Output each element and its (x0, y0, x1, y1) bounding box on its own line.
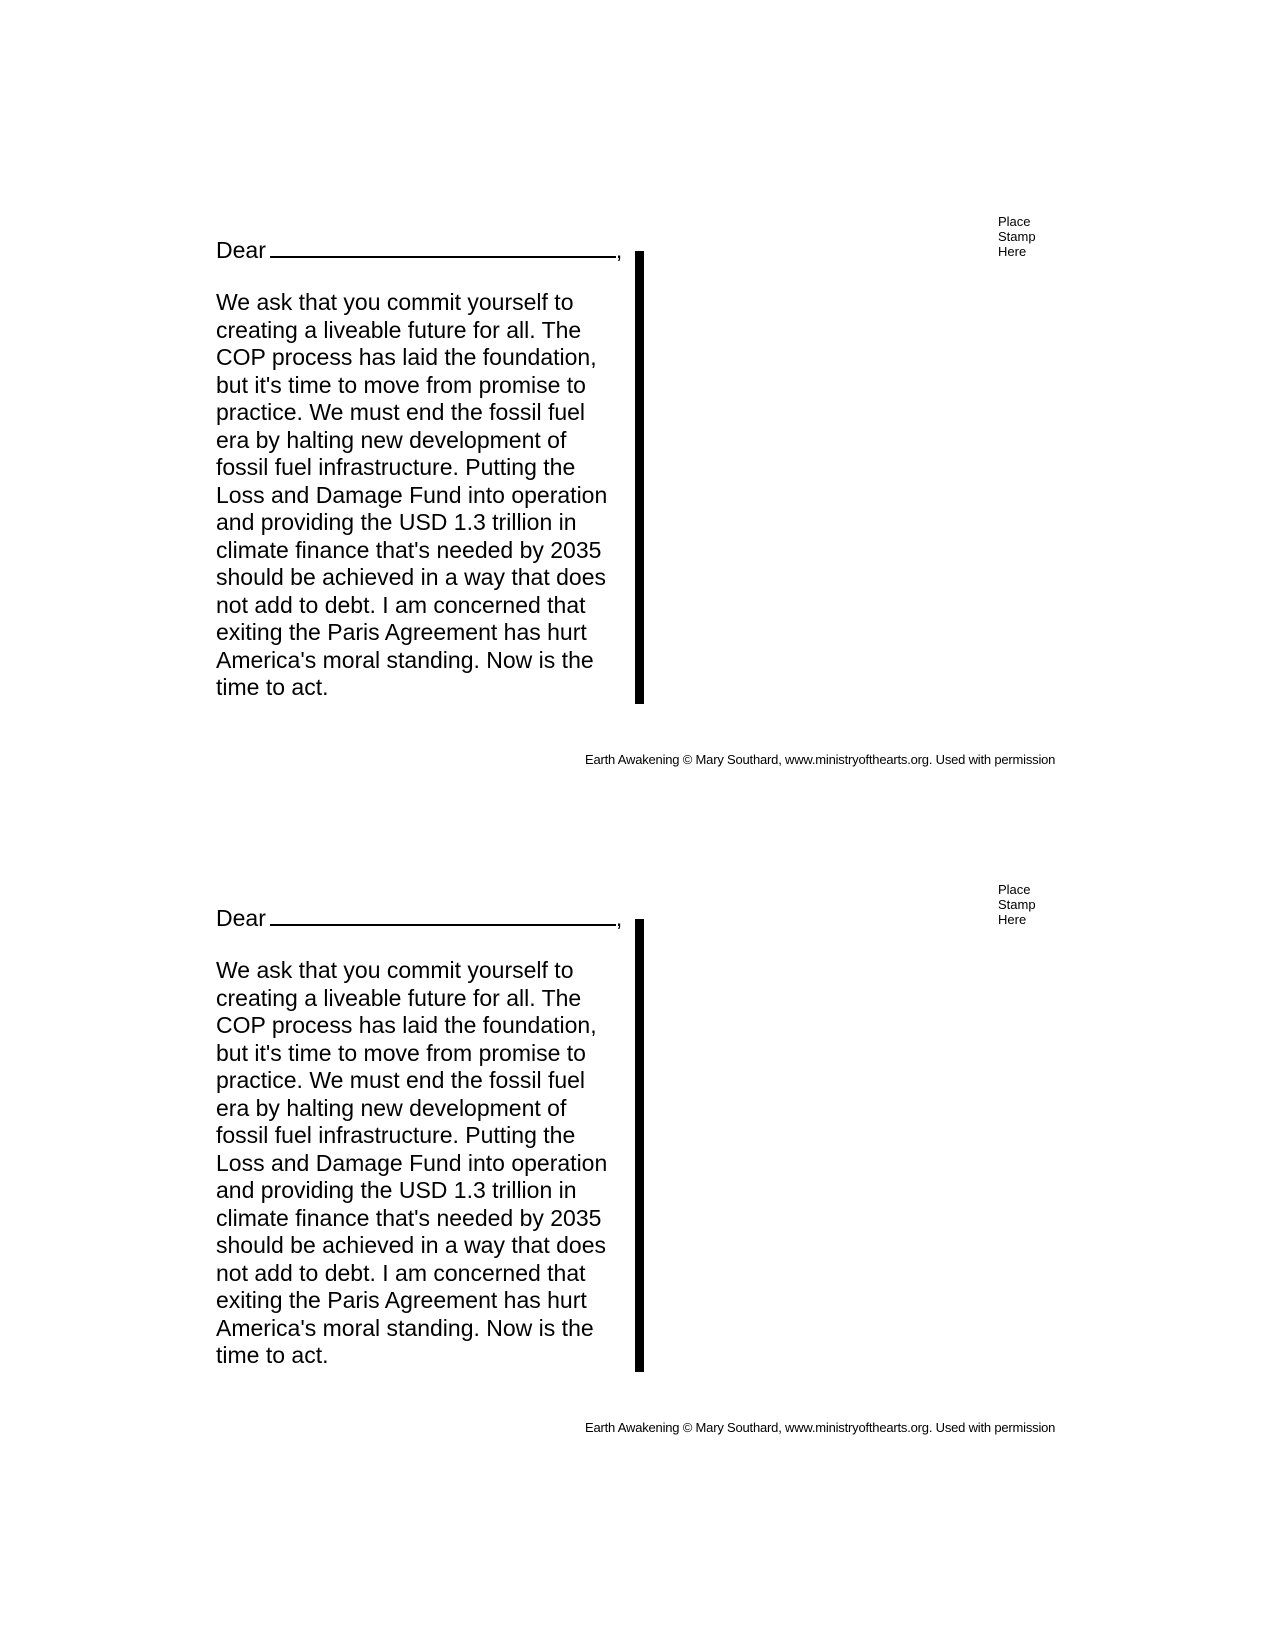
stamp-text-line: Here (998, 244, 1027, 259)
message-line: practice. We must end the fossil fuel (216, 399, 586, 425)
message-line: climate finance that's needed by 2035 (216, 536, 602, 563)
greeting-word: Dear (216, 237, 266, 263)
message-line: should be achieved in a way that does (216, 564, 606, 590)
greeting (216, 234, 622, 264)
recipient-blank-line (270, 234, 616, 258)
message-line: not add to debt. I am concerned that (216, 1259, 586, 1286)
message-line: practice. We must end the fossil fuel (216, 1067, 586, 1093)
message-line: time to act. (216, 1342, 329, 1368)
recipient-blank-line (270, 902, 616, 926)
message-line: and providing the USD 1.3 trillion in (216, 1177, 577, 1203)
image-credit: Earth Awakening © Mary Southard, www.ministryofthearts.org. Used with permission (585, 752, 1056, 767)
message-line: COP process has laid the foundation, (216, 344, 597, 370)
message-line: America's moral standing. Now is the (216, 1314, 594, 1341)
stamp-text-line: Stamp (998, 897, 1036, 912)
message-line: exiting the Paris Agreement has hurt (216, 619, 587, 645)
message-line: We ask that you commit yourself to (216, 289, 574, 315)
message-line: climate finance that's needed by 2035 (216, 1204, 602, 1231)
message-line: COP process has laid the foundation, (216, 1012, 597, 1038)
message-line: should be achieved in a way that does (216, 1232, 606, 1258)
message-body (216, 957, 626, 1370)
postcard-bottom (0, 668, 1275, 1435)
message-line: Loss and Damage Fund into operation (216, 1149, 608, 1176)
stamp-text-line: Here (998, 912, 1027, 927)
message-line: creating a liveable future for all. The (216, 316, 582, 343)
stamp-area (998, 214, 1036, 259)
message-line: exiting the Paris Agreement has hurt (216, 1287, 587, 1313)
message-line: fossil fuel infrastructure. Putting the (216, 1122, 576, 1148)
message-line: fossil fuel infrastructure. Putting the (216, 454, 576, 480)
message-line: creating a liveable future for all. The (216, 984, 582, 1011)
greeting (216, 902, 622, 932)
message-line: era by halting new development of (216, 1094, 567, 1121)
image-credit: Earth Awakening © Mary Southard, www.ministryofthearts.org. Used with permission (585, 1420, 1056, 1435)
stamp-text-line: Stamp (998, 229, 1036, 244)
message-line: Loss and Damage Fund into operation (216, 481, 608, 508)
vertical-divider (635, 919, 644, 1372)
message-line: and providing the USD 1.3 trillion in (216, 509, 577, 535)
message-line: but it's time to move from promise to (216, 1039, 586, 1066)
greeting-comma: , (615, 905, 623, 931)
message-line: time to act. (216, 674, 329, 700)
message-line: America's moral standing. Now is the (216, 646, 594, 673)
postcard-top (0, 0, 1275, 767)
greeting-comma: , (615, 237, 623, 263)
stamp-text-line: Place (998, 214, 1031, 229)
vertical-divider (635, 251, 644, 704)
stamp-text-line: Place (998, 882, 1031, 897)
stamp-area (998, 882, 1036, 927)
message-line: not add to debt. I am concerned that (216, 591, 586, 618)
message-line: but it's time to move from promise to (216, 371, 586, 398)
greeting-word: Dear (216, 905, 266, 931)
message-line: We ask that you commit yourself to (216, 957, 574, 983)
message-line: era by halting new development of (216, 426, 567, 453)
message-body (216, 289, 626, 702)
